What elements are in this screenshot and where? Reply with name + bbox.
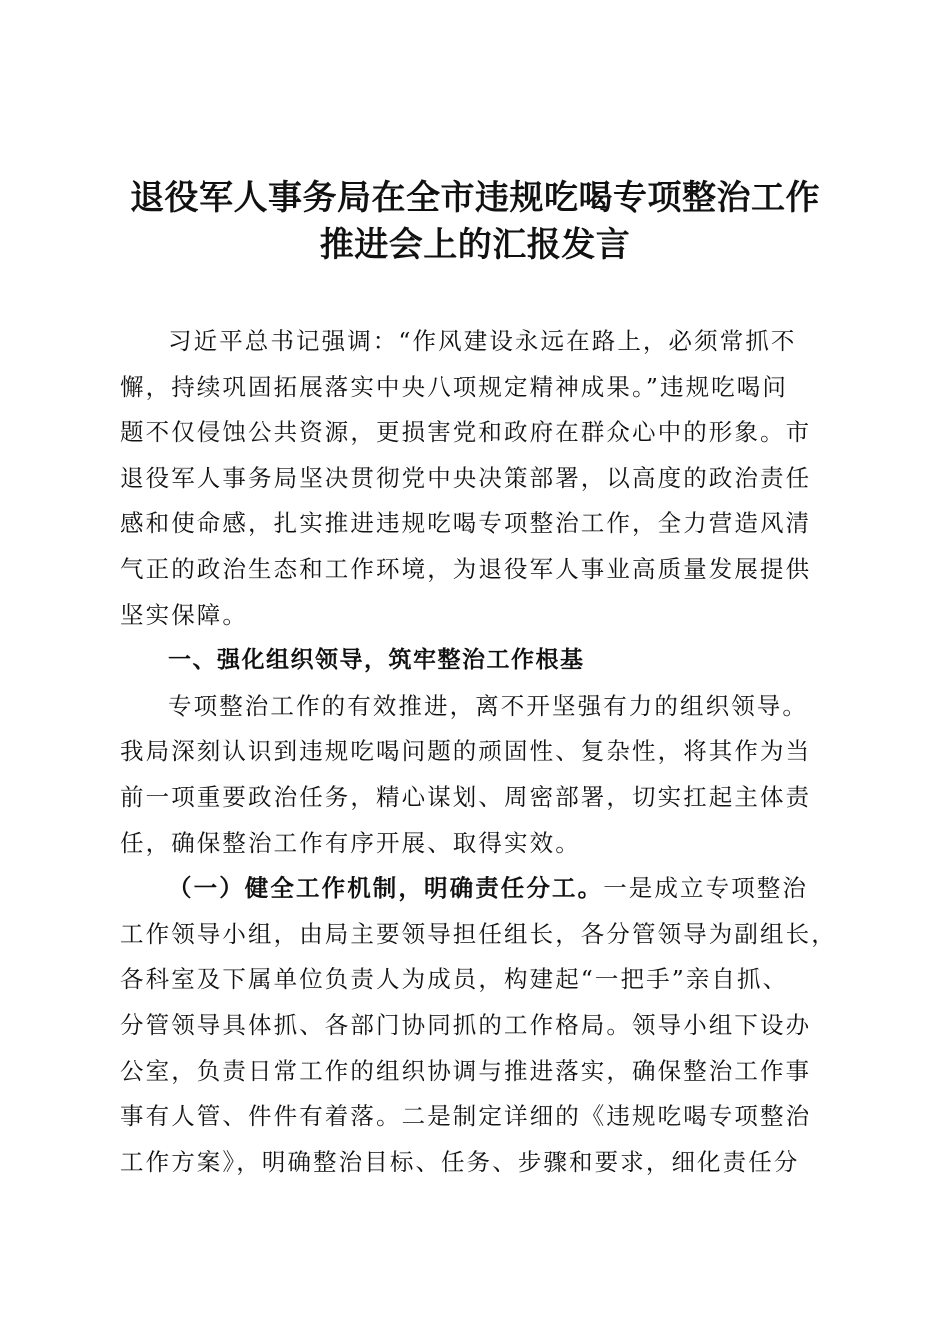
intro-line: 题不仅侵蚀公共资源，更损害党和政府在群众心中的形象。市 xyxy=(120,418,812,447)
intro-line: 退役军人事务局坚决贯彻党中央决策部署，以高度的政治责任 xyxy=(120,463,812,492)
intro-line: 感和使命感，扎实推进违规吃喝专项整治工作，全力营造风清 xyxy=(120,509,812,538)
subsection-1-line: 公室，负责日常工作的组织协调与推进落实，确保整治工作事 xyxy=(120,1056,812,1085)
document-body xyxy=(120,319,837,1185)
subsection-1-first-line xyxy=(120,866,830,912)
document-title-line-2: 推进会上的汇报发言 xyxy=(319,225,631,265)
subsection-1-line: 工作领导小组，由局主要领导担任组长，各分管领导为副组长， xyxy=(120,919,837,948)
section-1-line: 前一项重要政治任务，精心谋划、周密部署，切实扛起主体责 xyxy=(120,782,812,811)
section-1-line: 我局深刻认识到违规吃喝问题的顽固性、复杂性，将其作为当 xyxy=(120,737,812,766)
subsection-1-line: 工作方案》，明确整治目标、任务、步骤和要求，细化责任分 xyxy=(120,1147,800,1176)
intro-line: 习近平总书记强调：“作风建设永远在路上，必须常抓不 xyxy=(168,327,797,355)
intro-line: 坚实保障。 xyxy=(120,600,248,629)
subsection-1-heading: （一）健全工作机制，明确责任分工。 xyxy=(168,874,604,903)
section-1-line: 任，确保整治工作有序开展、取得实效。 xyxy=(120,828,581,857)
subsection-1-line: 分管领导具体抓、各部门协同抓的工作格局。领导小组下设办 xyxy=(120,1010,812,1039)
section-1-line: 专项整治工作的有效推进，离不开坚强有力的组织领导。 xyxy=(168,691,808,720)
intro-line: 懈，持续巩固拓展落实中央八项规定精神成果。”违规吃喝问 xyxy=(120,372,788,401)
intro-line: 气正的政治生态和工作环境，为退役军人事业高质量发展提供 xyxy=(120,554,812,583)
section-1-heading: 一、强化组织领导，筑牢整治工作根基 xyxy=(168,647,585,674)
subsection-1-line: 事有人管、件件有着落。二是制定详细的《违规吃喝专项整治 xyxy=(120,1102,812,1131)
subsection-1-first-line-text: 一是成立专项整治 xyxy=(603,874,809,903)
subsection-1-line: 各科室及下属单位负责人为成员，构建起“一把手”亲自抓、 xyxy=(120,965,789,994)
document-title-line-1: 退役军人事务局在全市违规吃喝专项整治工作 xyxy=(130,178,820,218)
